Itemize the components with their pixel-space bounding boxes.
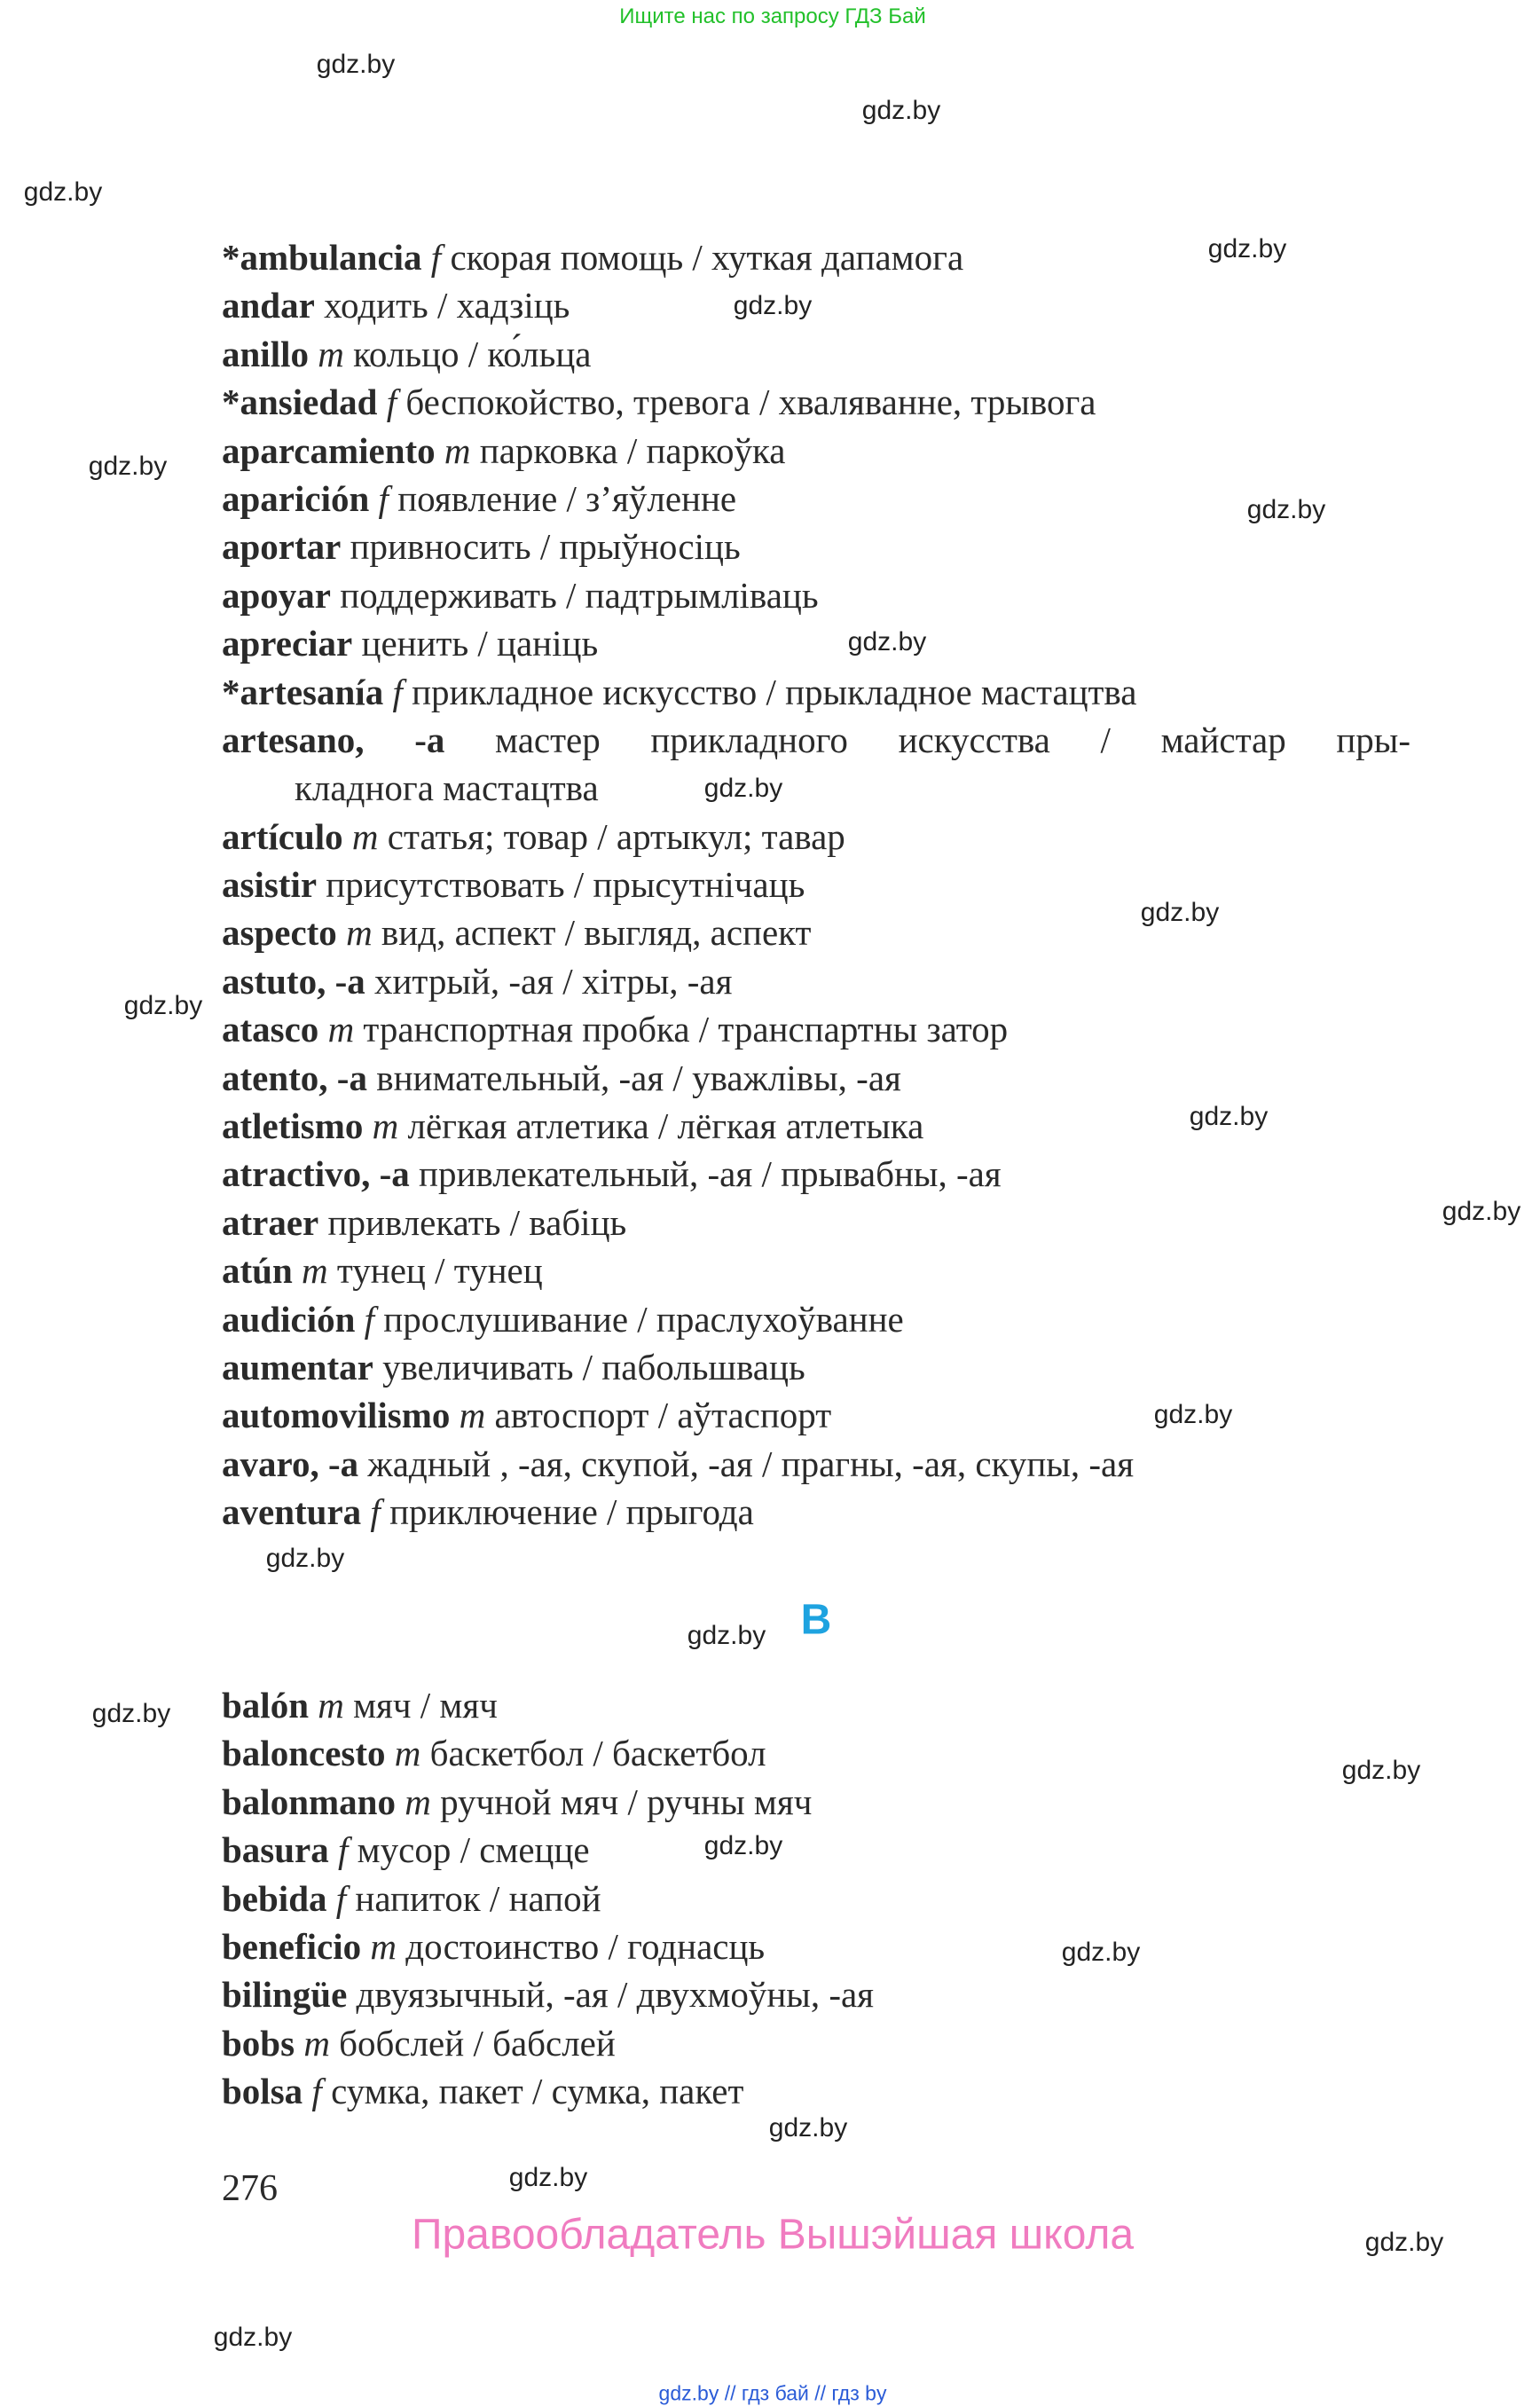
translation: ходить / хадзіць: [324, 285, 570, 326]
dictionary-entry: [222, 1729, 1428, 1777]
grammar-label: m: [370, 1925, 397, 1967]
headword: balonmano: [222, 1781, 396, 1822]
translation: присутствовать / прысутнічаць: [326, 864, 805, 906]
headword: anillo: [222, 333, 309, 374]
headword: baloncesto: [222, 1733, 386, 1774]
section-letter-b: B: [800, 1596, 832, 1644]
grammar-label: m: [303, 2022, 330, 2064]
dictionary-entry: [222, 908, 1428, 956]
translation: тунец / тунец: [336, 1250, 543, 1292]
translation: двуязычный, -ая / двухмоўны, -ая: [356, 1974, 875, 2016]
translation: напиток / напой: [355, 1877, 601, 1919]
dictionary-entry: [222, 1199, 1428, 1246]
watermark-text: gdz.by: [213, 2323, 293, 2352]
watermark-text: gdz.by: [1207, 234, 1287, 263]
watermark-text: gdz.by: [687, 1621, 766, 1650]
headword: apoyar: [222, 574, 331, 616]
dictionary-entry: [222, 668, 1428, 716]
translation: увеличивать / пабольшваць: [382, 1346, 805, 1388]
dictionary-entry: [222, 861, 1428, 908]
grammar-label: m: [394, 1733, 421, 1774]
watermark-text: gdz.by: [88, 452, 168, 481]
grammar-label: f: [386, 381, 397, 423]
translation: хитрый, -ая / хітры, -ая: [373, 960, 733, 1002]
dictionary-entry: [222, 1150, 1428, 1198]
translation: прослушивание / праслухоўванне: [383, 1298, 904, 1340]
footer-links[interactable]: gdz.by // гдз бай // гдз by: [658, 2381, 887, 2405]
headword: bilingüe: [222, 1974, 348, 2016]
headword: atraer: [222, 1201, 319, 1243]
headword: artículo: [222, 815, 343, 857]
headword: aspecto: [222, 912, 337, 954]
dictionary-entry: [222, 1970, 1428, 2018]
watermark-text: gdz.by: [1140, 898, 1220, 927]
dictionary-entry: [222, 957, 1428, 1005]
headword: atento, -a: [222, 1057, 367, 1098]
rights-holder: Правообладатель Вышэйшая школа: [411, 2211, 1135, 2259]
dictionary-entry: [222, 619, 1428, 667]
grammar-label: m: [318, 1685, 344, 1726]
translation: парковка / паркоўка: [479, 429, 786, 471]
headword: aumentar: [222, 1346, 373, 1388]
dictionary-entry: [222, 2067, 1428, 2115]
dictionary-entry: [222, 233, 1428, 281]
headword: beneficio: [222, 1925, 362, 1967]
grammar-label: m: [318, 333, 344, 374]
grammar-label: m: [372, 1105, 399, 1147]
dictionary-entry: [222, 330, 1428, 378]
headword: avaro, -a: [222, 1443, 359, 1484]
headword: aportar: [222, 526, 342, 568]
watermark-text: gdz.by: [1061, 1938, 1141, 1967]
dictionary-entry: [222, 523, 1428, 570]
headword: aparcamiento: [222, 429, 436, 471]
grammar-label: m: [444, 429, 471, 471]
watermark-text: gdz.by: [1189, 1102, 1269, 1131]
headword: astuto, -a: [222, 960, 365, 1002]
watermark-text: gdz.by: [91, 1699, 171, 1728]
headword: andar: [222, 285, 315, 326]
watermark-text: gdz.by: [1364, 2228, 1444, 2257]
translation: привлекать / вабіць: [327, 1201, 627, 1243]
headword: artesano, -a: [222, 719, 445, 760]
translation: сумка, пакет / сумка, пакет: [331, 2071, 744, 2112]
dictionary-entry: [222, 475, 1428, 523]
dictionary-entry: [222, 764, 1428, 812]
grammar-label: f: [338, 1829, 349, 1871]
translation: привлекательный, -ая / прывабны, -ая: [419, 1153, 1002, 1195]
watermark-text: gdz.by: [316, 50, 396, 79]
translation: лёгкая атлетика / лёгкая атлетыка: [407, 1105, 924, 1147]
watermark-text: gdz.by: [768, 2113, 848, 2143]
dictionary-entry: [222, 1391, 1428, 1439]
headword: automovilismo: [222, 1395, 451, 1436]
dictionary-entry: [222, 571, 1428, 619]
translation: кольцо / ко́льца: [353, 333, 592, 374]
dictionary-entry: [222, 281, 1428, 329]
translation: кладнога мастацтва: [295, 767, 599, 809]
translation: появление / з’яўленне: [397, 477, 737, 519]
headword: apreciar: [222, 623, 353, 664]
top-banner: Ищите нас по запросу ГДЗ Бай: [619, 4, 926, 28]
dictionary-entry: [222, 427, 1428, 475]
translation: прикладное искусство / прыкладное мастацтва: [412, 671, 1137, 712]
grammar-label: f: [335, 1877, 347, 1919]
headword: *ambulancia: [222, 237, 422, 278]
watermark-text: gdz.by: [508, 2163, 588, 2192]
dictionary-entry: [222, 1246, 1428, 1294]
translation: ценить / цаніць: [361, 623, 599, 664]
watermark-text: gdz.by: [733, 291, 813, 320]
translation: ручной мяч / ручны мяч: [440, 1781, 813, 1822]
headword: *artesanía: [222, 671, 384, 712]
dictionary-entry: [222, 1343, 1428, 1391]
dictionary-entry: [222, 1005, 1428, 1053]
watermark-text: gdz.by: [1442, 1197, 1521, 1226]
translation: баскетбол / баскетбол: [429, 1733, 766, 1774]
translation: достоинство / годнасць: [405, 1925, 766, 1967]
dictionary-entry: [222, 1826, 1428, 1874]
watermark-text: gdz.by: [123, 991, 203, 1020]
translation: привносить / прыўносіць: [350, 526, 741, 568]
grammar-label: f: [430, 237, 442, 278]
dictionary-entry: [222, 1778, 1428, 1826]
grammar-label: f: [364, 1298, 375, 1340]
translation: беспокойство, тревога / хваляванне, трывога: [405, 381, 1096, 423]
dictionary-entry: [222, 1102, 1428, 1150]
dictionary-entry: [222, 1054, 1428, 1102]
headword: bebida: [222, 1877, 327, 1919]
grammar-label: m: [346, 912, 373, 954]
headword: atractivo, -a: [222, 1153, 410, 1195]
dictionary-entry: [222, 1875, 1428, 1922]
translation: вид, аспект / выгляд, аспект: [381, 912, 812, 954]
headword: atletismo: [222, 1105, 364, 1147]
watermark-text: gdz.by: [847, 627, 927, 657]
translation: транспортная пробка / транспартны затор: [363, 1009, 1009, 1050]
watermark-text: gdz.by: [703, 774, 783, 803]
watermark-text: gdz.by: [1246, 495, 1326, 524]
grammar-label: m: [459, 1395, 486, 1436]
translation: статья; товар / артыкул; тавар: [387, 815, 845, 857]
dictionary-entry: [222, 2019, 1428, 2067]
watermark-text: gdz.by: [861, 96, 941, 125]
headword: asistir: [222, 864, 318, 906]
dictionary-entry: [222, 716, 1410, 764]
dictionary-entry: [222, 378, 1428, 426]
translation: внимательный, -ая / уважлівы, -ая: [376, 1057, 901, 1098]
dictionary-section-a: [222, 233, 1428, 1537]
translation: мяч / мяч: [353, 1685, 498, 1726]
headword: atasco: [222, 1009, 319, 1050]
translation: скорая помощь / хуткая дапамога: [450, 237, 964, 278]
headword: balón: [222, 1685, 309, 1726]
grammar-label: f: [378, 477, 389, 519]
translation: приключение / прыгода: [389, 1491, 754, 1533]
dictionary-entry: [222, 813, 1428, 861]
headword: aparición: [222, 477, 370, 519]
grammar-label: f: [311, 2071, 322, 2112]
headword: basura: [222, 1829, 329, 1871]
grammar-label: m: [302, 1250, 328, 1292]
dictionary-entry: [222, 1440, 1428, 1488]
translation: мусор / смецце: [357, 1829, 590, 1871]
dictionary-section-b: [222, 1681, 1428, 2116]
dictionary-entry: [222, 1295, 1428, 1343]
dictionary-entry: [222, 1922, 1428, 1970]
grammar-label: f: [392, 671, 403, 712]
watermark-text: gdz.by: [1153, 1400, 1233, 1429]
grammar-label: m: [327, 1009, 355, 1050]
headword: audición: [222, 1298, 356, 1340]
dictionary-entry: [222, 1488, 1428, 1536]
watermark-text: gdz.by: [703, 1831, 783, 1860]
page-number: 276: [222, 2168, 278, 2209]
translation: жадный , -ая, скупой, -ая / прагны, -ая, скупы, -ая: [367, 1443, 1135, 1484]
translation: автоспорт / аўтаспорт: [494, 1395, 832, 1436]
translation: мастер прикладного искусства / майстар пры-: [495, 719, 1410, 760]
watermark-text: gdz.by: [23, 177, 103, 207]
headword: atún: [222, 1250, 293, 1292]
grammar-label: f: [370, 1491, 381, 1533]
translation: бобслей / бабслей: [339, 2022, 616, 2064]
grammar-label: m: [405, 1781, 431, 1822]
watermark-text: gdz.by: [265, 1544, 345, 1573]
grammar-label: m: [351, 815, 379, 857]
headword: *ansiedad: [222, 381, 378, 423]
headword: aventura: [222, 1491, 362, 1533]
headword: bobs: [222, 2022, 295, 2064]
dictionary-entry: [222, 1681, 1428, 1729]
headword: bolsa: [222, 2071, 303, 2112]
translation: поддерживать / падтрымліваць: [340, 574, 819, 616]
watermark-text: gdz.by: [1341, 1756, 1421, 1785]
